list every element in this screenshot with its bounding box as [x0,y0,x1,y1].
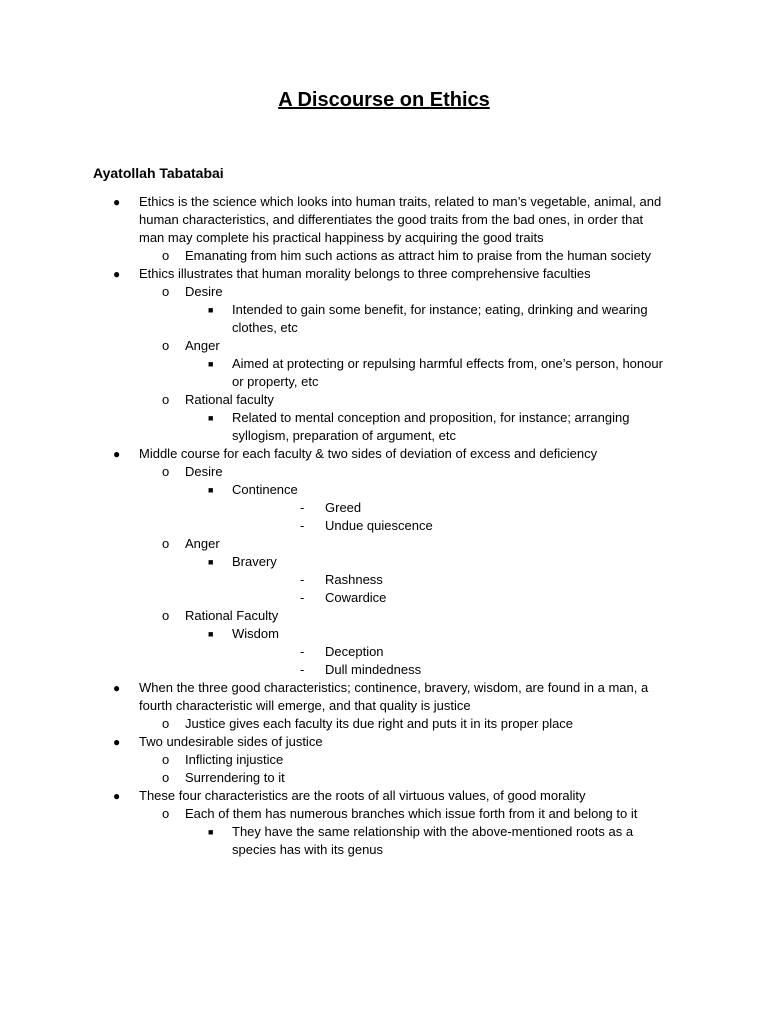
item-text: Greed [325,500,362,515]
item-text: Anger [185,338,220,353]
list-item [0,661,665,679]
list-item [0,409,672,445]
item-text: Emanating from him such actions as attract him to praise from the human society [185,248,652,263]
list-item [0,247,670,265]
list-item [0,607,670,625]
dash-marker: - [300,662,305,677]
dash-marker: - [300,590,305,605]
list-item [0,805,670,823]
list-item [0,625,672,643]
list-item [0,769,670,787]
item-text: These four characteristics are the roots of all virtuous values, of good morality [139,788,586,803]
dash-marker: - [300,644,305,659]
list-item [0,679,669,715]
item-text: Aimed at protecting or repulsing harmful effects from, one’s person, honour or property, etc [232,356,663,389]
square-marker: ■ [208,827,214,837]
square-marker: ■ [208,413,214,423]
bullet-marker: ● [113,447,121,461]
square-marker: ■ [208,557,214,567]
list-item [0,445,669,463]
circle-marker: o [162,248,170,263]
bullet-marker: ● [113,789,121,803]
list-item [0,391,670,409]
item-text: When the three good characteristics; continence, bravery, wisdom, are found in a man, a fourth characteristic will emerge, and that quality is justice [139,680,649,713]
circle-marker: o [162,752,170,767]
item-text: Related to mental conception and proposition, for instance; arranging syllogism, preparation of argument, etc [232,410,630,443]
item-text: Justice gives each faculty its due right and puts it in its proper place [185,716,574,731]
item-text: Rational Faculty [185,608,279,623]
item-text: Inflicting injustice [185,752,284,767]
item-text: Middle course for each faculty & two sides of deviation of excess and deficiency [139,446,598,461]
list-item [0,301,672,337]
item-text: Ethics illustrates that human morality belongs to three comprehensive faculties [139,266,591,281]
item-text: Desire [185,464,223,479]
item-text: Ethics is the science which looks into human traits, related to man’s vegetable, animal, and human characteristics, and differentiates the good traits from the bad ones, in order that man may complete his practical happiness by acquiring the good traits [139,194,662,245]
item-text: Two undesirable sides of justice [139,734,323,749]
item-text: They have the same relationship with the above-mentioned roots as a species has with its genus [232,824,634,857]
list-item [0,715,670,733]
item-text: Desire [185,284,223,299]
circle-marker: o [162,536,170,551]
list-item [0,193,669,247]
document-title: A Discourse on Ethics [278,89,490,111]
dash-marker: - [300,500,305,515]
item-text: Anger [185,536,220,551]
circle-marker: o [162,716,170,731]
list-item [0,823,672,859]
item-text: Each of them has numerous branches which issue forth from it and belong to it [185,806,638,821]
item-text: Surrendering to it [185,770,285,785]
item-text: Rational faculty [185,392,274,407]
circle-marker: o [162,392,170,407]
square-marker: ■ [208,629,214,639]
item-text: Continence [232,482,298,497]
circle-marker: o [162,284,170,299]
list-item [0,463,670,481]
dash-marker: - [300,572,305,587]
list-item [0,355,672,391]
circle-marker: o [162,770,170,785]
circle-marker: o [162,464,170,479]
list-item [0,265,669,283]
bullet-marker: ● [113,735,121,749]
circle-marker: o [162,338,170,353]
outline-list [0,193,768,859]
list-item [0,751,670,769]
list-item [0,787,669,805]
list-item [0,481,672,499]
bullet-marker: ● [113,681,121,695]
item-text: Dull mindedness [325,662,422,677]
list-item [0,337,670,355]
circle-marker: o [162,608,170,623]
item-text: Intended to gain some benefit, for instance; eating, drinking and wearing clothes, etc [232,302,648,335]
item-text: Rashness [325,572,383,587]
square-marker: ■ [208,359,214,369]
item-text: Bravery [232,554,277,569]
list-item [0,517,665,535]
dash-marker: - [300,518,305,533]
item-text: Cowardice [325,590,387,605]
square-marker: ■ [208,485,214,495]
list-item [0,553,672,571]
list-item [0,733,669,751]
item-text: Wisdom [232,626,279,641]
item-text: Deception [325,644,384,659]
list-item [0,499,665,517]
author-heading: Ayatollah Tabatabai [93,165,224,181]
list-item [0,283,670,301]
list-item [0,643,665,661]
bullet-marker: ● [113,267,121,281]
circle-marker: o [162,806,170,821]
list-item [0,571,665,589]
square-marker: ■ [208,305,214,315]
list-item [0,589,665,607]
bullet-marker: ● [113,195,121,209]
item-text: Undue quiescence [325,518,433,533]
list-item [0,535,670,553]
